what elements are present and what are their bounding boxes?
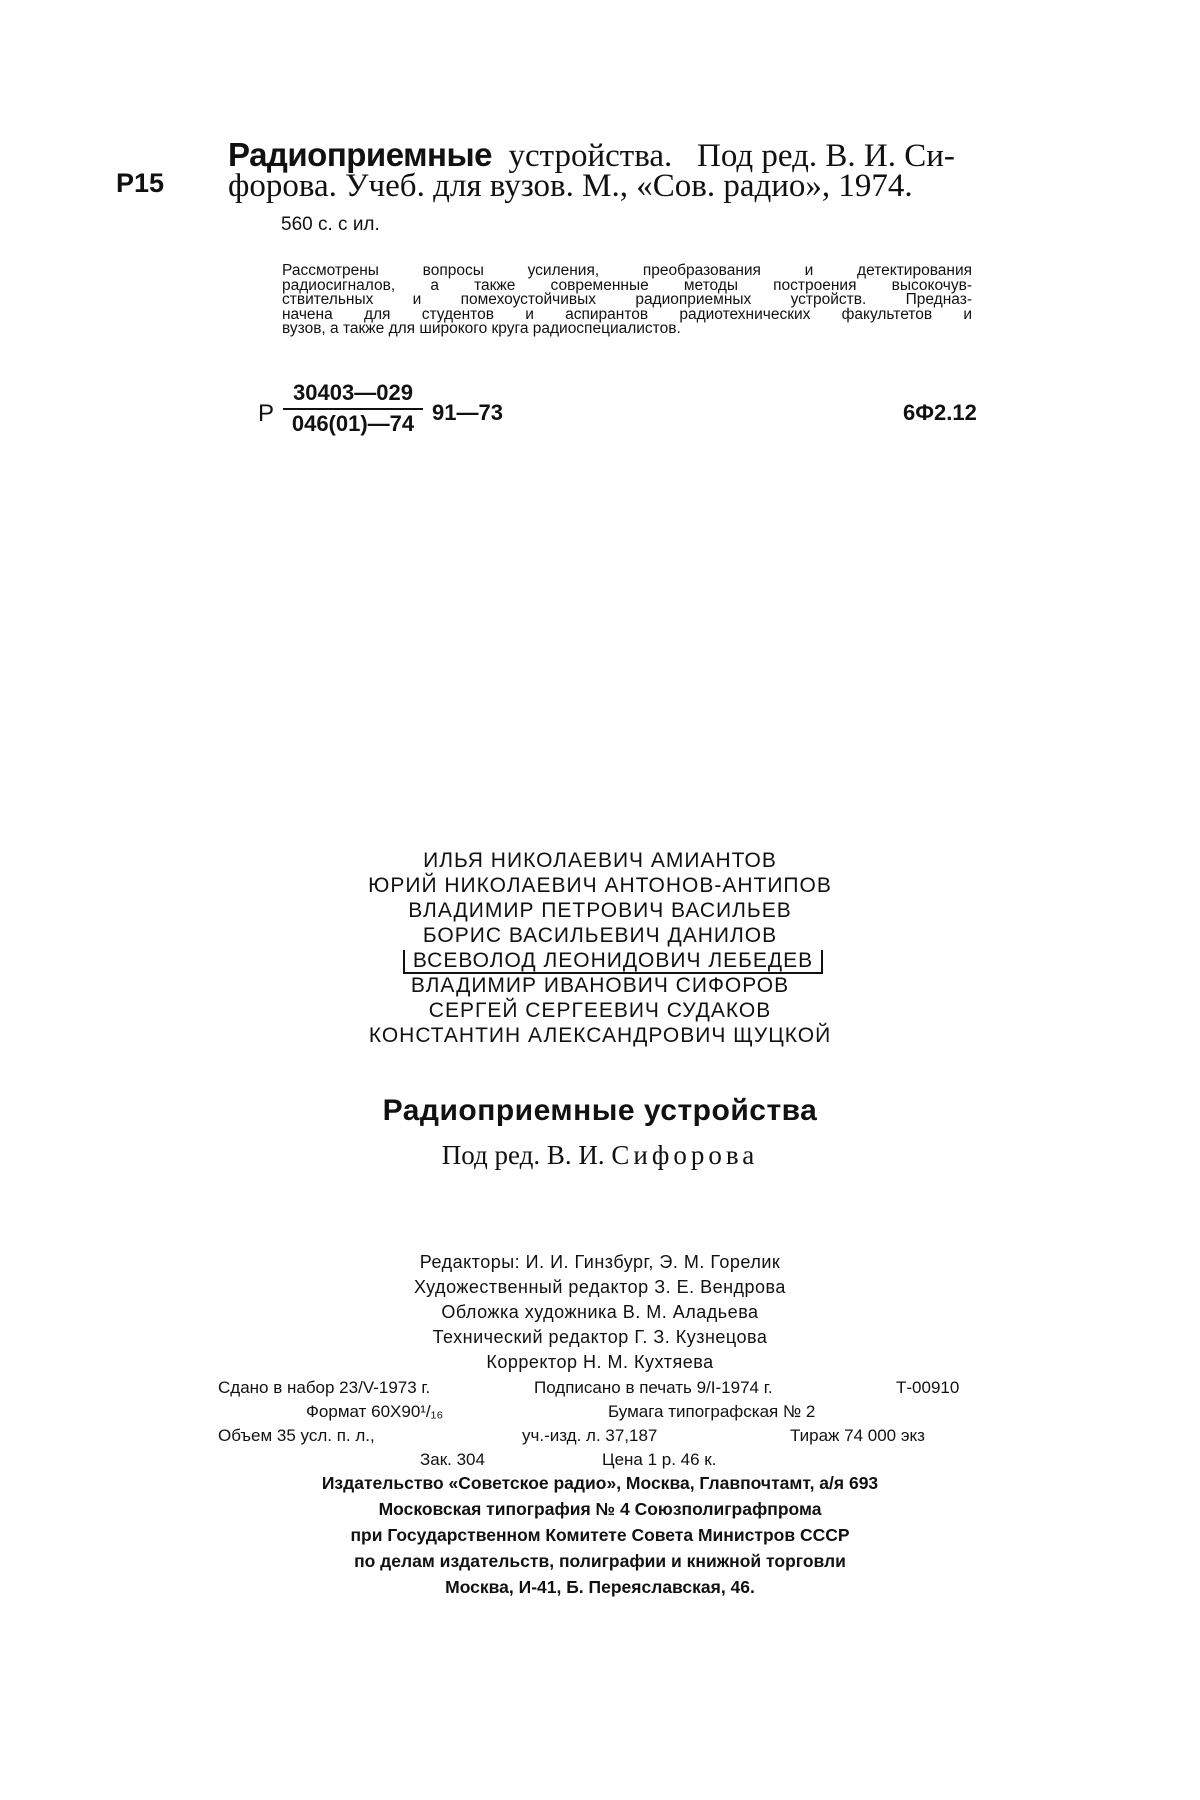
bibliographic-line-1-rest: устройства. Под ред. В. И. Си- [492,138,955,174]
staff-line: Обложка художника В. М. Аладьева [441,1302,759,1322]
staff-credits [0,1250,1200,1375]
abstract-line: ствительных и помехоустойчивых радиоприемных устройств. Предназ- [282,291,972,308]
classification-numerator: 30403—029 [293,380,413,405]
book-editor [0,1140,1200,1171]
author-name: ВЛАДИМИР ПЕТРОВИЧ ВАСИЛЬЕВ [408,899,792,922]
price: Цена 1 р. 46 к. [602,1450,717,1469]
fraction-bar [283,408,423,410]
staff-line: Технический редактор Г. З. Кузнецова [432,1327,768,1347]
classification-fraction [283,380,423,437]
publisher-sheets: уч.-изд. л. 37,187 [522,1426,658,1445]
bibliographic-line-2: форова. Учеб. для вузов. М., «Сов. радио», 1974. [228,168,913,204]
publisher-line: Московская типография № 4 Союзполиграфпрома [378,1499,822,1519]
staff-line: Корректор Н. М. Кухтяева [486,1352,714,1372]
signed-date: Подписано в печать 9/I-1974 г. [534,1378,773,1397]
author-name: ВЛАДИМИР ИВАНОВИЧ СИФОРОВ [410,974,790,997]
bibliographic-pages: 560 с. с ил. [281,214,380,235]
abstract-line: вузов, а также для широкого круга радиоспециалистов. [282,320,681,337]
publisher-line: по делам издательств, полиграфии и книжной торговли [354,1551,846,1571]
staff-line: Редакторы: И. И. Гинзбург, Э. М. Горелик [419,1252,781,1272]
author-name-framed-row [0,948,1200,973]
abstract [282,264,972,337]
classification-denominator: 046(01)—74 [291,411,415,436]
classification-prefix: Р [258,400,275,427]
abstract-line: начена для студентов и аспирантов радиотехнических факультетов и [282,305,972,323]
order-number: Зак. 304 [420,1450,485,1469]
publisher-line: Издательство «Советское радио», Москва, Главпочтамт, а/я 693 [321,1473,879,1493]
author-name: СЕРГЕЙ СЕРГЕЕВИЧ СУДАКОВ [428,999,772,1022]
publisher-info [0,1470,1200,1600]
catalog-code: Р15 [116,168,165,198]
submitted-date: Сдано в набор 23/V-1973 г. [218,1378,431,1397]
author-name: БОРИС ВАСИЛЬЕВИЧ ДАНИЛОВ [422,924,778,947]
author-name: ЮРИЙ НИКОЛАЕВИЧ АНТОНОВ-АНТИПОВ [368,874,832,897]
staff-line: Художественный редактор З. Е. Вендрова [414,1277,786,1297]
volume: Объем 35 усл. п. л., [218,1426,375,1445]
print-run: Тираж 74 000 экз [790,1426,925,1445]
print-code: Т-00910 [896,1378,960,1397]
author-name: ИЛЬЯ НИКОЛАЕВИЧ АМИАНТОВ [423,849,777,872]
abstract-line: радиосигналов, а также современные методы построения высокочув- [282,276,972,294]
publisher-line: при Государственном Комитете Совета Министров СССР [350,1525,850,1545]
bibliographic-title: Радиоприемные [228,136,492,173]
editor-prefix: Под ред. В. И. [441,1140,605,1170]
book-title: Радиоприемные устройства [382,1094,818,1127]
author-list [0,848,1200,1048]
abstract-line: Рассмотрены вопросы усиления, преобразования и детектирования [282,262,972,279]
author-name-framed: ВСЕВОЛОД ЛЕОНИДОВИЧ ЛЕБЕДЕВ [403,950,823,974]
format: Формат 60X90¹/₁₆ [306,1402,444,1421]
paper-type: Бумага типографская № 2 [608,1402,816,1421]
publisher-line: Москва, И-41, Б. Переяславская, 46. [445,1577,755,1597]
classification-udc: 6Ф2.12 [903,400,977,425]
editor-name: Сифорова [611,1140,759,1170]
classification-suffix: 91—73 [432,400,503,425]
author-name: КОНСТАНТИН АЛЕКСАНДРОВИЧ ЩУЦКОЙ [368,1024,832,1047]
